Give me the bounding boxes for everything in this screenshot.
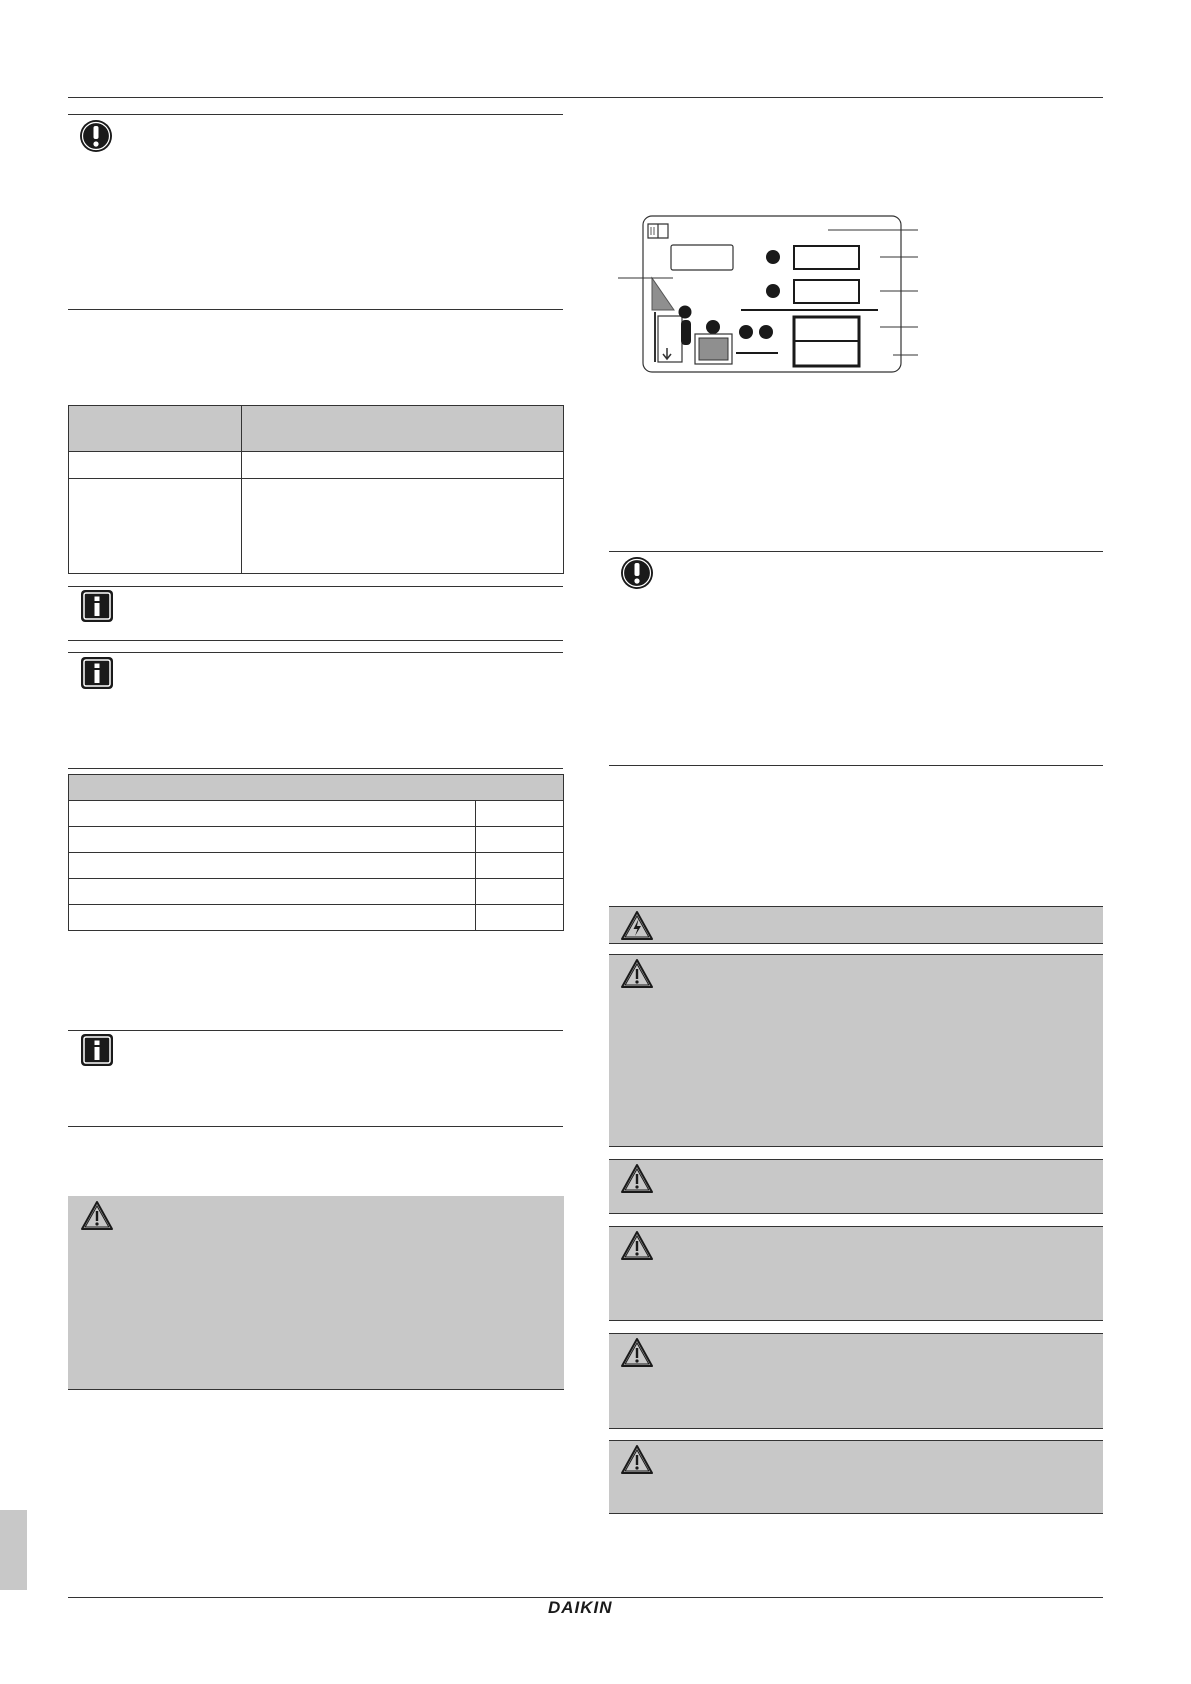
brand-logo: DAIKIN (548, 1598, 613, 1617)
table-cell (475, 904, 564, 931)
table-cell (68, 878, 476, 905)
table-cell (475, 878, 564, 905)
info-top-rule (68, 1030, 563, 1031)
info-square-icon (79, 588, 115, 624)
info-top-rule (68, 586, 563, 587)
electric-warning-icon (619, 908, 655, 944)
warning-panel (609, 1159, 1103, 1214)
notice-bottom-rule (68, 309, 563, 310)
table-cell (475, 826, 564, 853)
notice-bottom-rule (609, 765, 1103, 766)
exclamation-circle-icon (78, 118, 114, 154)
warning-triangle-icon (619, 1161, 655, 1197)
warning-panel (609, 954, 1103, 1147)
info-square-icon (79, 655, 115, 691)
warning-triangle-icon (619, 956, 655, 992)
notice-top-rule (68, 114, 563, 115)
table-cell (475, 800, 564, 827)
notice-top-rule (609, 551, 1103, 552)
warning-panel (609, 1333, 1103, 1429)
table-cell (68, 451, 242, 479)
table-cell (68, 826, 476, 853)
header-rule (68, 97, 1103, 98)
exclamation-circle-icon (619, 555, 655, 591)
info-square-icon (79, 1032, 115, 1068)
table-cell (241, 451, 564, 479)
table-cell (68, 800, 476, 827)
info-bottom-rule (68, 1126, 563, 1127)
info-bottom-rule (68, 640, 563, 641)
table-cell (68, 478, 242, 574)
warning-panel (609, 1226, 1103, 1321)
table-cell (68, 904, 476, 931)
warning-panel (68, 1196, 564, 1389)
warning-panel (609, 1440, 1103, 1514)
table-cell (68, 852, 476, 879)
warning-triangle-icon (619, 1442, 655, 1478)
info-bottom-rule (68, 768, 563, 769)
table-header-cell (68, 405, 242, 452)
warning-bottom-rule (68, 1389, 564, 1390)
warning-triangle-icon (79, 1198, 115, 1234)
table-cell (475, 852, 564, 879)
manual-book-icon (648, 224, 668, 238)
danger-electric-panel (609, 906, 1103, 944)
table-header-cell (68, 774, 564, 801)
table-cell (241, 478, 564, 574)
warning-triangle-icon (619, 1228, 655, 1264)
label-diagram (618, 212, 928, 380)
side-tab (0, 1510, 27, 1590)
warning-triangle-icon (619, 1335, 655, 1371)
table-header-cell (241, 405, 564, 452)
info-top-rule (68, 652, 563, 653)
